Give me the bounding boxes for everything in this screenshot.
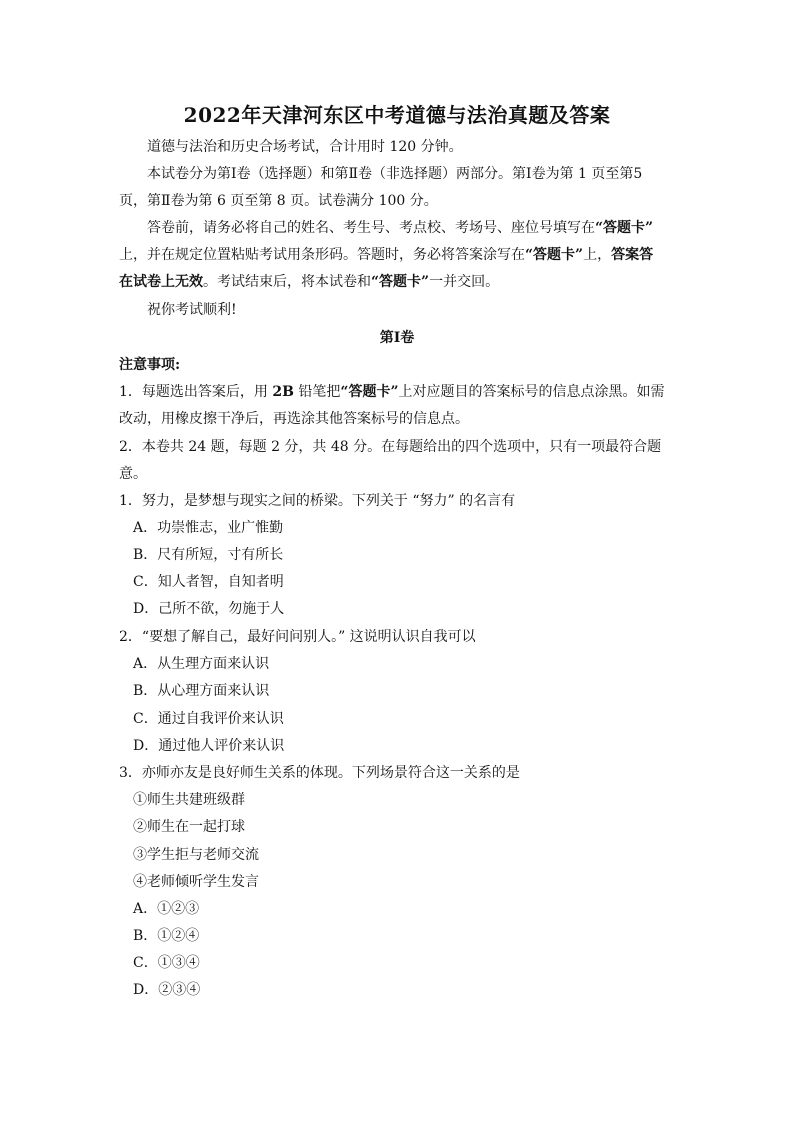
question-1-stem: 1．努力，是梦想与现实之间的桥梁。下列关于 “努力” 的名言有: [119, 493, 516, 509]
note-2-line-2: 意。: [119, 466, 147, 482]
question-3-item-4: ④老师倾听学生发言: [133, 874, 259, 890]
question-3-option-d: D．②③④: [133, 982, 201, 998]
intro-paragraph-3-line-2: [119, 245, 653, 265]
intro-paragraph-2-line-2: 页，第Ⅱ卷为第 6 页至第 8 页。试卷满分 100 分。: [119, 193, 438, 209]
text-run: 。考试结束后，将本试卷和: [203, 274, 371, 290]
answer-card-term: “答题卡”: [525, 247, 584, 263]
text-run: 答卷前，请务必将自己的姓名、考生号、考点校、考场号、座位号填写在: [147, 220, 595, 236]
pencil-term: 2B: [272, 384, 294, 400]
question-2-option-d: D．通过他人评价来认识: [133, 738, 285, 754]
page-title: 2022年天津河东区中考道德与法治真题及答案: [183, 103, 611, 127]
bold-warning: 在试卷上无效: [119, 274, 203, 290]
note-1-line-2: 改动，用橡皮擦干净后，再选涂其他答案标号的信息点。: [119, 411, 469, 427]
answer-card-term: “答题卡”: [595, 220, 654, 236]
question-3-item-1: ①师生共建班级群: [133, 792, 245, 808]
text-run: 1．每题选出答案后，用: [119, 384, 268, 400]
question-3-item-2: ②师生在一起打球: [133, 819, 245, 835]
intro-paragraph-4: 祝你考试顺利!: [147, 302, 237, 318]
section-title: 第Ⅰ卷: [379, 330, 415, 346]
intro-paragraph-3-line-3: [119, 272, 499, 292]
question-1-option-b: B．尺有所短，寸有所长: [133, 547, 284, 563]
intro-paragraph-1: 道德与法治和历史合场考试，合计用时 120 分钟。: [147, 139, 463, 155]
question-2-stem: 2．“要想了解自己，最好问问别人。” 这说明认识自我可以: [119, 629, 476, 645]
text-run: 铅笔把: [298, 384, 341, 400]
text-run: 上，: [583, 247, 612, 263]
question-2-option-b: B．从心理方面来认识: [133, 683, 270, 699]
bold-warning: 答案答: [611, 247, 654, 263]
question-3-option-b: B．①②④: [133, 928, 200, 944]
question-2-option-c: C．通过自我评价来认识: [133, 711, 284, 727]
question-3-stem: 3．亦师亦友是良好师生关系的体现。下列场景符合这一关系的是: [119, 765, 520, 781]
question-1-option-a: A．功崇惟志，业广惟勤: [133, 520, 284, 536]
question-1-option-d: D．己所不欲，勿施于人: [133, 601, 285, 617]
text-run: 上对应题目的答案标号的信息点涂黑。如需: [398, 384, 665, 400]
answer-card-term: “答题卡”: [371, 274, 430, 290]
notes-heading: 注意事项:: [119, 357, 181, 373]
text-run: 上，并在规定位置粘贴考试用条形码。答题时，务必将答案涂写在: [119, 247, 525, 263]
question-3-option-a: A．①②③: [133, 901, 200, 917]
question-2-option-a: A．从生理方面来认识: [133, 656, 270, 672]
question-3-option-c: C．①③④: [133, 955, 200, 971]
question-3-item-3: ③学生拒与老师交流: [133, 847, 259, 863]
intro-paragraph-2-line-1: 本试卷分为第Ⅰ卷（选择题）和第Ⅱ卷（非选择题）两部分。第Ⅰ卷为第 1 页至第5: [147, 166, 643, 182]
note-1-line-1: [119, 382, 665, 402]
text-run: 一并交回。: [429, 274, 500, 290]
note-2-line-1: 2．本卷共 24 题，每题 2 分，共 48 分。在每题给出的四个选项中，只有一项最符合题: [119, 439, 662, 455]
intro-paragraph-3-line-1: [147, 218, 653, 238]
answer-card-term: “答题卡”: [340, 384, 399, 400]
question-1-option-c: C．知人者智，自知者明: [133, 574, 284, 590]
